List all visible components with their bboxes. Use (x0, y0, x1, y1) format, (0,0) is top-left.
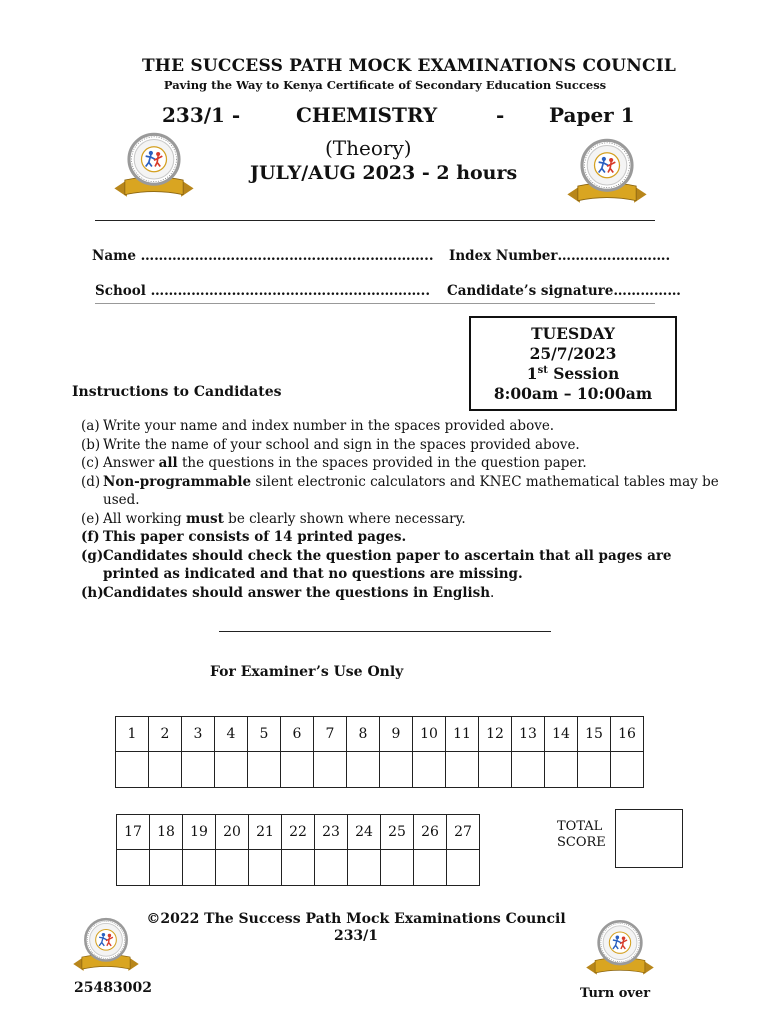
instruction-item: (g) Candidates should check the question paper to ascertain that all pages are printed as indicated and that no questions are missing. (81, 547, 672, 582)
council-seal-icon (553, 134, 661, 209)
signature-field[interactable]: Candidate’s signature…………… (447, 283, 681, 299)
instructions-list (81, 417, 721, 602)
question-score-cell[interactable] (281, 752, 314, 788)
question-score-cell[interactable] (479, 752, 512, 788)
question-score-cell[interactable] (578, 752, 611, 788)
question-score-cell[interactable] (447, 850, 480, 886)
question-score-cell[interactable] (347, 752, 380, 788)
question-number-cell: 15 (578, 717, 611, 752)
question-number-cell: 8 (347, 717, 380, 752)
question-number-cell: 22 (282, 815, 315, 850)
question-number-cell: 17 (117, 815, 150, 850)
question-number-cell: 18 (150, 815, 183, 850)
question-score-cell[interactable] (611, 752, 644, 788)
instructions-title: Instructions to Candidates (72, 384, 282, 400)
session-date: 25/7/2023 (529, 344, 617, 363)
question-score-cell[interactable] (215, 752, 248, 788)
question-score-cell[interactable] (117, 850, 150, 886)
council-name: THE SUCCESS PATH MOCK EXAMINATIONS COUNCIL (141, 56, 677, 76)
divider (95, 303, 655, 304)
question-score-cell[interactable] (248, 752, 281, 788)
question-number-cell: 24 (348, 815, 381, 850)
question-number-cell: 7 (314, 717, 347, 752)
instruction-item: (a) Write your name and index number in the spaces provided above. (81, 418, 555, 434)
question-score-cell[interactable] (249, 850, 282, 886)
session-box (469, 316, 677, 411)
question-number-cell: 10 (413, 717, 446, 752)
question-number-cell: 3 (182, 717, 215, 752)
question-number-cell: 5 (248, 717, 281, 752)
question-score-cell[interactable] (380, 752, 413, 788)
separator: - (496, 103, 505, 127)
question-score-cell[interactable] (413, 752, 446, 788)
question-score-cell[interactable] (314, 752, 347, 788)
question-score-cell[interactable] (414, 850, 447, 886)
score-table-2 (116, 814, 480, 886)
question-number-cell: 21 (249, 815, 282, 850)
question-number-cell: 6 (281, 717, 314, 752)
instruction-item: (b) Write the name of your school and sign in the spaces provided above. (81, 436, 580, 453)
question-number-cell: 2 (149, 717, 182, 752)
session-time: 8:00am – 10:00am (493, 384, 653, 403)
exam-date-duration: JULY/AUG 2023 - 2 hours (250, 162, 518, 184)
question-score-cell[interactable] (315, 850, 348, 886)
question-score-cell[interactable] (150, 850, 183, 886)
question-number-cell: 14 (545, 717, 578, 752)
question-score-cell[interactable] (348, 850, 381, 886)
serial-number: 25483002 (74, 980, 152, 996)
score-table-1 (115, 716, 644, 788)
subject-title: CHEMISTRY (296, 103, 438, 127)
question-number-cell: 1 (116, 717, 149, 752)
paper-code: 233/1 - (162, 103, 241, 127)
turn-over-label: Turn over (580, 986, 651, 1001)
question-score-cell[interactable] (446, 752, 479, 788)
question-number-cell: 13 (512, 717, 545, 752)
question-number-cell: 19 (183, 815, 216, 850)
question-score-cell[interactable] (116, 752, 149, 788)
name-field[interactable]: Name ……………………………………………………….. (92, 248, 434, 264)
examiner-title: For Examiner’s Use Only (210, 664, 404, 680)
session-day: TUESDAY (531, 324, 615, 343)
question-score-cell[interactable] (183, 850, 216, 886)
school-field[interactable]: School …………………………………………………….. (95, 283, 431, 299)
paper-number: Paper 1 (549, 103, 635, 127)
question-number-cell: 4 (215, 717, 248, 752)
instruction-item: (c) Answer all the questions in the spaces provided in the question paper. (81, 455, 587, 471)
question-number-cell: 26 (414, 815, 447, 850)
question-score-cell[interactable] (182, 752, 215, 788)
instruction-item: (f) This paper consists of 14 printed pages. (81, 529, 407, 545)
instruction-item: (e) All working must be clearly shown where necessary. (81, 510, 466, 527)
question-number-cell: 25 (381, 815, 414, 850)
copyright: ©2022 The Success Path Mock Examinations Council 233/1 (146, 911, 566, 944)
question-score-cell[interactable] (149, 752, 182, 788)
instruction-item: (h) Candidates should answer the questions in English. (81, 584, 495, 601)
question-score-cell[interactable] (216, 850, 249, 886)
instruction-item: (d) Non-programmable silent electronic calculators and KNEC mathematical tables may be used. (81, 473, 719, 508)
divider (219, 631, 551, 632)
question-number-cell: 20 (216, 815, 249, 850)
question-score-cell[interactable] (512, 752, 545, 788)
divider (95, 220, 655, 221)
question-score-cell[interactable] (282, 850, 315, 886)
question-score-cell[interactable] (545, 752, 578, 788)
question-score-cell[interactable] (381, 850, 414, 886)
question-number-cell: 9 (380, 717, 413, 752)
total-score-box[interactable] (615, 809, 683, 868)
session-number: 1st Session (526, 364, 620, 383)
question-number-cell: 16 (611, 717, 644, 752)
question-number-cell: 23 (315, 815, 348, 850)
question-number-cell: 27 (447, 815, 480, 850)
index-number-field[interactable]: Index Number……………………. (449, 248, 671, 264)
tagline: Paving the Way to Kenya Certificate of Secondary Education Success (163, 78, 607, 92)
question-number-cell: 12 (479, 717, 512, 752)
total-score-label: TOTAL SCORE (557, 819, 606, 850)
council-seal-icon (100, 128, 208, 203)
paper-type: (Theory) (325, 136, 412, 160)
question-number-cell: 11 (446, 717, 479, 752)
